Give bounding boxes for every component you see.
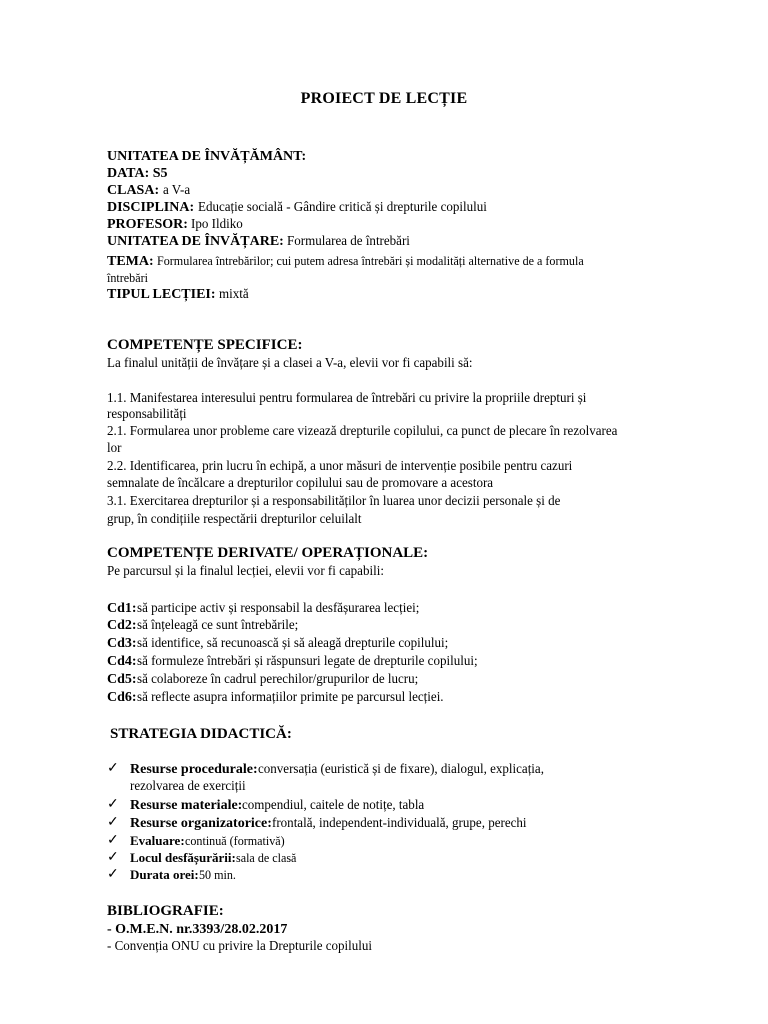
competente-derivate-heading: COMPETENȚE DERIVATE/ OPERAȚIONALE: <box>107 545 429 561</box>
cs-item-text: 1.1. Manifestarea interesului pentru formularea de întrebări cu privire la propriile drepturi și <box>107 391 587 406</box>
cd-item <box>107 617 310 634</box>
strategy-label: Locul desfășurării: <box>130 850 236 865</box>
check-icon: ✓ <box>107 867 119 882</box>
strategy-text: continuă (formativă) <box>184 833 285 848</box>
bibliografie-item-text: - Convenția ONU cu privire la Drepturile copilului <box>107 939 373 954</box>
unitatea-invatare-row <box>107 233 420 250</box>
cs-item-2-line1 <box>107 423 656 440</box>
cs-item-text: grup, în condițiile respectării drepturilor celuilalt <box>107 512 362 527</box>
cd-item <box>107 671 439 688</box>
strategia-heading: STRATEGIA DIDACTICĂ: <box>110 726 292 742</box>
tema-value: Formularea întrebărilor; cui putem adresa întrebări și modalități alternative de a formula <box>157 253 584 268</box>
strategy-text: 50 min. <box>198 867 236 882</box>
clasa-value: a V-a <box>162 183 190 198</box>
cs-item-text: 2.2. Identificarea, prin lucru în echipă, a unor măsuri de intervenție posibile pentru cazuri <box>107 459 573 474</box>
cd-code: Cd3: <box>107 636 137 651</box>
cs-item-text: semnalate de încălcare a drepturilor copilului sau de promovare a acestora <box>107 476 494 491</box>
strategy-text: frontală, independent-individuală, grupe, perechi <box>271 816 527 831</box>
cd-text: să colaboreze în cadrul perechilor/grupurilor de lucru; <box>136 672 418 687</box>
strategy-text: rezolvarea de exerciții <box>130 779 246 794</box>
cs-item-3-line2 <box>107 475 522 492</box>
cs-item-text: responsabilități <box>107 407 187 422</box>
competente-specifice-intro <box>107 355 500 372</box>
strategy-item-continued <box>130 778 254 795</box>
tip-lectie-value: mixtă <box>219 287 249 302</box>
tema-value-line2: întrebări <box>107 270 148 285</box>
unitatea-invatare-label: UNITATEA DE ÎNVĂȚARE: <box>107 234 284 249</box>
clasa-row <box>107 182 192 199</box>
strategy-label: Resurse organizatorice: <box>130 816 272 831</box>
profesor-row <box>107 216 247 233</box>
cd-text: să participe activ și responsabil la desfășurarea lecției; <box>136 601 419 616</box>
tema-label: TEMA: <box>107 254 154 269</box>
bibliografie-heading: BIBLIOGRAFIE: <box>107 903 224 919</box>
competente-specifice-heading: COMPETENȚE SPECIFICE: <box>107 337 303 353</box>
strategy-label: Durata orei: <box>130 867 199 882</box>
clasa-label: CLASA: <box>107 183 160 198</box>
disciplina-row <box>107 199 508 216</box>
data-row <box>107 165 168 182</box>
cd-code: Cd2: <box>107 618 137 633</box>
check-icon: ✓ <box>107 797 119 812</box>
cd-item <box>107 600 440 617</box>
data-value: S5 <box>152 166 168 181</box>
strategy-label: Evaluare: <box>130 833 185 848</box>
cd-item <box>107 689 466 706</box>
cd-text: să formuleze întrebări și răspunsuri legate de drepturile copilului; <box>136 654 478 669</box>
tema-value-continued <box>107 269 151 286</box>
page-title: PROIECT DE LECȚIE <box>300 90 468 107</box>
bibliografie-item <box>107 938 392 955</box>
cd-code: Cd4: <box>107 654 137 669</box>
cd-item <box>107 635 471 652</box>
cd-text: să reflecte asupra informațiilor primite pe parcursul lecției. <box>136 690 444 705</box>
check-icon: ✓ <box>107 815 119 830</box>
check-icon: ✓ <box>107 761 119 776</box>
strategy-item <box>130 832 292 849</box>
disciplina-label: DISCIPLINA: <box>107 200 195 215</box>
competente-derivate-intro <box>107 563 405 580</box>
cd-text: să înțeleagă ce sunt întrebările; <box>136 618 298 633</box>
cs-item-text: lor <box>107 441 122 456</box>
profesor-value: Ipo Ildiko <box>191 217 244 232</box>
cs-item-4-line1 <box>107 493 594 510</box>
strategy-item <box>130 866 238 883</box>
strategy-label: Resurse materiale: <box>130 798 243 813</box>
cd-code: Cd5: <box>107 672 137 687</box>
strategy-text: sala de clasă <box>235 850 297 865</box>
strategy-label: Resurse procedurale: <box>130 762 258 777</box>
data-label: DATA: <box>107 166 150 181</box>
unitatea-invatamant-label: UNITATEA DE ÎNVĂȚĂMÂNT: <box>107 149 307 164</box>
unitatea-invatare-value: Formularea de întrebări <box>287 234 411 249</box>
tema-row <box>107 252 616 270</box>
cd-code: Cd6: <box>107 690 137 705</box>
tip-lectie-row <box>107 286 251 303</box>
competente-specifice-intro-text: La finalul unității de învățare și a clasei a V-a, elevii vor fi capabili să: <box>107 356 473 371</box>
cs-item-2-line2 <box>107 440 123 457</box>
check-icon: ✓ <box>107 833 119 848</box>
cd-text: să identifice, să recunoască și să aleagă drepturile copilului; <box>136 636 448 651</box>
strategy-item <box>130 797 438 814</box>
tip-lectie-label: TIPUL LECȚIEI: <box>107 287 216 302</box>
strategy-text: conversația (euristică și de fixare), dialogul, explicația, <box>257 762 544 777</box>
strategy-text: compendiul, caitele de notițe, tabla <box>242 798 425 813</box>
cs-item-1-line1 <box>107 390 622 407</box>
cs-item-text: 3.1. Exercitarea drepturilor și a responsabilităților în luarea unor decizii personale și de <box>107 494 561 509</box>
cs-item-1-line2 <box>107 406 193 423</box>
cd-code: Cd1: <box>107 601 137 616</box>
competente-derivate-intro-text: Pe parcursul și la finalul lecției, elevii vor fi capabili: <box>107 564 384 579</box>
disciplina-value: Educație socială - Gândire critică și drepturile copilului <box>197 200 487 215</box>
cs-item-3-line1 <box>107 458 607 475</box>
cs-item-text: 2.1. Formularea unor probleme care vizează drepturile copilului, ca punct de plecare în rezolvarea <box>107 424 618 439</box>
strategy-item <box>130 849 301 866</box>
profesor-label: PROFESOR: <box>107 217 188 232</box>
strategy-item <box>130 815 546 832</box>
cd-item <box>107 653 503 670</box>
strategy-item <box>130 761 565 778</box>
check-icon: ✓ <box>107 850 119 865</box>
bibliografie-item: - O.M.E.N. nr.3393/28.02.2017 <box>107 922 288 937</box>
cs-item-4-line2 <box>107 511 381 528</box>
